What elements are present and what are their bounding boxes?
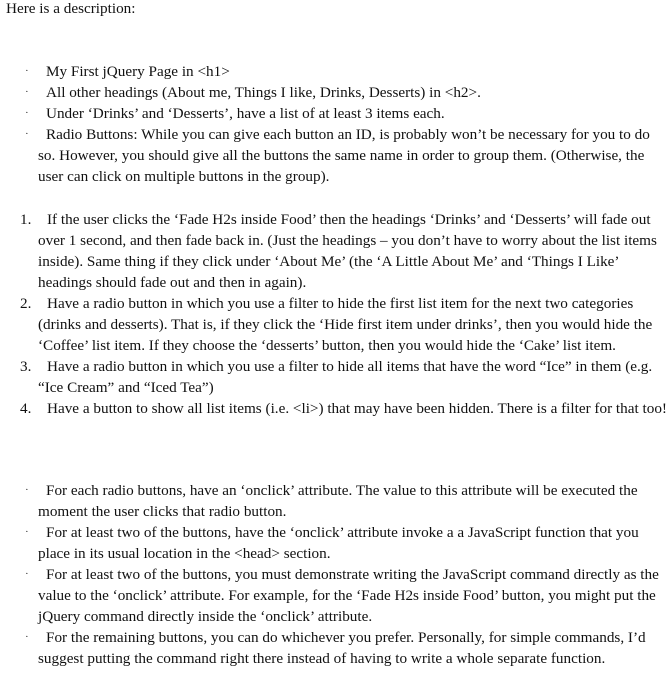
list-item xyxy=(0,103,667,124)
list-item xyxy=(0,480,667,522)
bullet-text: For the remaining buttons, you can do whichever you prefer. Personally, for simple commands, I’d suggest putting the command right there instead of having to write a whole separate function. xyxy=(38,629,646,667)
item-text: If the user clicks the ‘Fade H2s inside Food’ then the headings ‘Drinks’ and ‘Desserts’ will fade out over 1 second, and then fade back in. (Just the headings – you don’t have to worry about the list items inside). Same thing if they click under ‘About Me’ (the ‘A Little About Me’ and ‘Things I Like’ headings should fade out and then in again). xyxy=(38,211,657,291)
bullet-marker: · xyxy=(25,65,29,77)
bullet-text: For at least two of the buttons, have the ‘onclick’ attribute invoke a a JavaScript function that you place in its usual location in the <head> section. xyxy=(38,524,639,562)
bullet-text: For each radio buttons, have an ‘onclick’ attribute. The value to this attribute will be executed the moment the user clicks that radio button. xyxy=(38,482,638,520)
list-item xyxy=(0,124,667,187)
list-item xyxy=(0,356,667,398)
bullet-marker: · xyxy=(25,526,29,538)
bullet-marker: · xyxy=(25,128,29,140)
bullet-text: For at least two of the buttons, you must demonstrate writing the JavaScript command directly as the value to the ‘onclick’ attribute. For example, for the ‘Fade H2s inside Food’ button, you might put the jQuery command directly inside the ‘onclick’ attribute. xyxy=(38,566,659,625)
item-number: 4. xyxy=(20,400,32,417)
bullet-text: Radio Buttons: While you can give each button an ID, is probably won’t be necessary for you to do so. However, you should give all the buttons the same name in order to group them. (Otherwise, the user can click on multiple buttons in the group). xyxy=(38,126,650,185)
item-text: Have a radio button in which you use a filter to hide the first list item for the next two categories (drinks and desserts). That is, if they click the ‘Hide first item under drinks’, then you would hide the ‘Coffee’ list item. If they choose the ‘desserts’ button, then you would hide the ‘Cake’ list item. xyxy=(38,295,653,354)
list-item xyxy=(0,209,667,293)
list-item xyxy=(0,293,667,356)
list-item xyxy=(0,522,667,564)
bullet-marker: · xyxy=(25,568,29,580)
item-text: Have a button to show all list items (i.e. <li>) that may have been hidden. There is a filter for that too! xyxy=(47,400,667,417)
bullet-marker: · xyxy=(25,484,29,496)
bullet-text: All other headings (About me, Things I like, Drinks, Desserts) in <h2>. xyxy=(46,84,481,101)
item-number: 1. xyxy=(20,211,32,228)
item-number: 3. xyxy=(20,358,32,375)
list-item xyxy=(0,82,667,103)
bullet-text: My First jQuery Page in <h1> xyxy=(46,63,230,80)
bullet-marker: · xyxy=(25,631,29,643)
bullet-marker: · xyxy=(25,86,29,98)
list-item xyxy=(0,398,667,419)
item-text: Have a radio button in which you use a filter to hide all items that have the word “Ice” in them (e.g. “Ice Cream” and “Iced Tea”) xyxy=(38,358,653,396)
list-item xyxy=(0,627,667,669)
onclick-bullet-list xyxy=(0,480,667,669)
numbered-task-list xyxy=(0,209,667,419)
item-number: 2. xyxy=(20,295,32,312)
bullet-text: Under ‘Drinks’ and ‘Desserts’, have a list of at least 3 items each. xyxy=(46,105,445,122)
list-item xyxy=(0,61,667,82)
list-item xyxy=(0,564,667,627)
bullet-marker: · xyxy=(25,107,29,119)
requirements-bullet-list xyxy=(0,61,667,187)
intro-text: Here is a description: xyxy=(6,0,136,17)
